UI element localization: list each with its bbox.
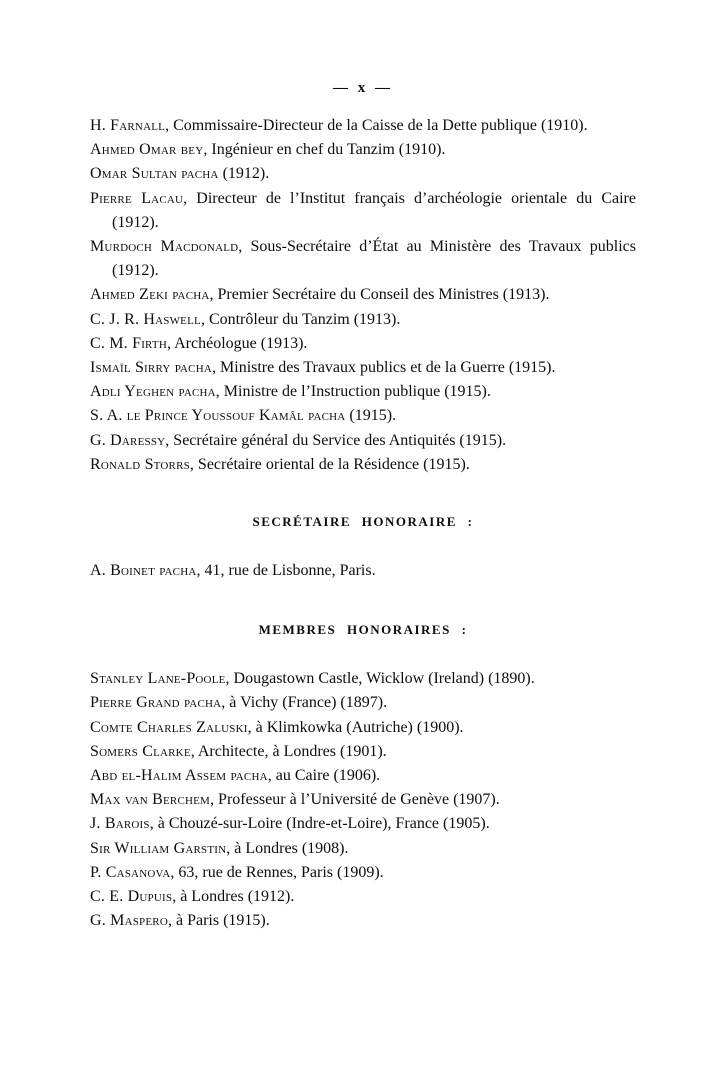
member-name: Ahmed Zeki pacha: [90, 286, 210, 304]
list-item: [90, 764, 636, 788]
member-role: , Dougastown Castle, Wicklow (Ireland) (1890).: [225, 670, 535, 688]
list-item: [90, 885, 636, 909]
member-role: , Contrôleur du Tanzim (1913).: [200, 310, 401, 328]
member-name: Adli Yeghen pacha: [90, 383, 216, 401]
member-name: A. Boinet pacha: [90, 562, 197, 580]
member-name: Ahmed Omar bey: [90, 141, 204, 159]
member-name: C. M. Firth: [90, 334, 167, 352]
list-item: [90, 356, 636, 380]
page-number: — x —: [333, 80, 393, 96]
member-role: , Sous-Secrétaire d’État au Ministère des Travaux publics (1912).: [112, 238, 636, 280]
member-role: , Architecte, à Londres (1901).: [190, 742, 387, 760]
member-role: , Commissaire-Directeur de la Caisse de la Dette publique (1910).: [165, 117, 588, 134]
member-name: Max van Berchem: [90, 791, 211, 809]
list-item: [90, 837, 636, 861]
list-item: [90, 308, 636, 332]
member-role: , 63, rue de Rennes, Paris (1909).: [170, 863, 384, 881]
member-name: P. Casanova: [90, 863, 171, 881]
member-role: , Archéologue (1913).: [167, 334, 308, 352]
list-item: [90, 788, 636, 812]
honorary-member-list: [90, 667, 636, 933]
list-item: [90, 380, 636, 404]
list-item: [90, 667, 636, 691]
member-role: , à Paris (1915).: [167, 912, 270, 930]
honorary-secretary-list: [90, 559, 636, 583]
list-item: [90, 404, 636, 428]
list-item: [90, 429, 636, 453]
list-item: [90, 812, 636, 836]
member-role: , Ministre des Travaux publics et de la Guerre (1915).: [212, 359, 556, 377]
member-role: (1912).: [218, 165, 270, 183]
member-role: , à Londres (1912).: [172, 888, 295, 906]
member-name: Stanley Lane-Poole: [90, 670, 226, 688]
member-role: , Ministre de l’Instruction publique (1915).: [215, 383, 491, 401]
member-role: , à Londres (1908).: [226, 839, 349, 857]
section-heading-honorary-members: MEMBRES HONORAIRES :: [258, 622, 468, 638]
list-item: [90, 138, 636, 162]
list-item: [90, 114, 636, 138]
list-item: [90, 559, 636, 583]
member-name: Pierre Grand pacha: [90, 694, 222, 712]
list-item: [90, 187, 636, 235]
member-name: Comte Charles Zaluski: [90, 718, 248, 736]
section-heading-honorary-secretary: SECRÉTAIRE HONORAIRE :: [252, 514, 474, 530]
member-name: C. J. R. Haswell: [90, 310, 201, 328]
member-role: , à Chouzé-sur-Loire (Indre-et-Loire), France (1905).: [149, 815, 490, 833]
member-role: , à Vichy (France) (1897).: [221, 694, 388, 712]
member-role: , Premier Secrétaire du Conseil des Ministres (1913).: [209, 286, 550, 304]
member-name: H. Farnall: [90, 117, 166, 134]
member-role: , 41, rue de Lisbonne, Paris.: [196, 562, 376, 580]
member-name: Omar Sultan pacha: [90, 165, 219, 183]
list-item: [90, 716, 636, 740]
member-name: Murdoch Macdonald: [90, 238, 239, 256]
member-name: Sir William Garstin: [90, 839, 227, 857]
member-name: C. E. Dupuis: [90, 888, 173, 906]
member-name: Ismaïl Sirry pacha: [90, 359, 213, 377]
member-role: , à Klimkowka (Autriche) (1900).: [247, 718, 464, 736]
text-block: [90, 80, 636, 933]
list-item: [90, 740, 636, 764]
member-role: , Professeur à l’Université de Genève (1907).: [210, 791, 500, 809]
list-item: [90, 283, 636, 307]
committee-member-list: [90, 114, 636, 477]
list-item: [90, 332, 636, 356]
member-name: J. Barois: [90, 815, 150, 833]
member-name: Somers Clarke: [90, 742, 191, 760]
member-role: , au Caire (1906).: [267, 767, 381, 785]
member-role: , Ingénieur en chef du Tanzim (1910).: [203, 141, 446, 159]
member-role: (1915).: [345, 407, 397, 425]
member-name: G. Daressy: [90, 431, 166, 449]
list-item: [90, 162, 636, 186]
list-item: [90, 909, 636, 933]
list-item: [90, 691, 636, 715]
list-item: [90, 861, 636, 885]
member-role: , Secrétaire oriental de la Résidence (1915).: [189, 455, 470, 473]
list-item: [90, 453, 636, 477]
member-name: Ronald Storrs: [90, 455, 190, 473]
member-role: , Directeur de l’Institut français d’archéologie orientale du Caire (1912).: [112, 189, 636, 231]
member-role: , Secrétaire général du Service des Antiquités (1915).: [165, 431, 507, 449]
member-name: G. Maspero: [90, 912, 168, 930]
member-name: S. A. le Prince Youssouf Kamâl pacha: [90, 407, 346, 425]
list-item: [90, 235, 636, 283]
member-name: Pierre Lacau: [90, 189, 184, 207]
member-name: Abd el-Halim Assem pacha: [90, 767, 268, 785]
